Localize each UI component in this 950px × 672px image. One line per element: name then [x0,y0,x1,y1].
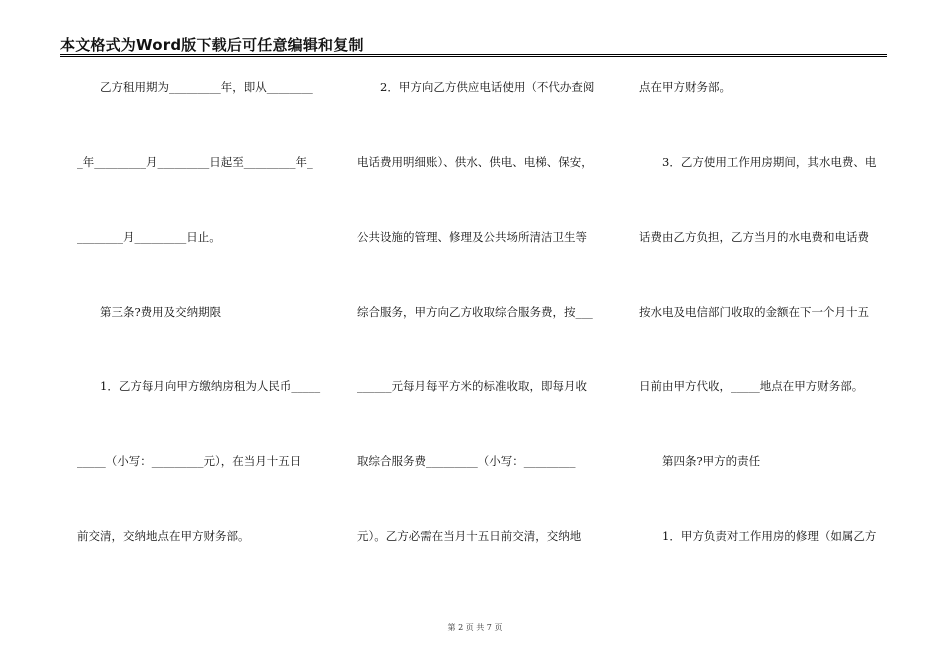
column-1-line: 乙方租用期为_________年，即从________ [77,80,313,94]
column-3-line: 日前由甲方代收，_____地点在甲方财务部。 [639,379,864,393]
page-number-footer: 第 2 页 共 7 页 [447,623,503,632]
column-1-line: ________月_________日止。 [77,230,221,244]
column-3-line: 1．甲方负责对工作用房的修理（如属乙方 [639,529,877,543]
column-2-line: 2．甲方向乙方供应电话使用（不代办查阅 [357,80,595,94]
column-2-line: 元）。乙方必需在当月十五日前交清，交纳地 [357,529,582,543]
page-header-title: 本文格式为Word版下载后可任意编辑和复制 [60,36,364,54]
column-3-line: 第四条?甲方的责任 [639,454,761,468]
column-2-line: ______元每月每平方米的标准收取，即每月收 [357,379,587,393]
column-2-line: 综合服务，甲方向乙方收取综合服务费，按___ [357,305,593,319]
column-2-line: 公共设施的管理、修理及公共场所清洁卫生等 [357,230,587,244]
column-3-line: 3．乙方使用工作用房期间，其水电费、电 [639,155,877,169]
text-column-1 [77,0,332,672]
column-1-line: 1．乙方每月向甲方缴纳房租为人民币_____ [77,379,321,393]
column-2-line: 电话费用明细账）、供水、供电、电梯、保安， [357,155,593,169]
column-3-line: 按水电及电信部门收取的金额在下一个月十五 [639,305,869,319]
column-3-line: 点在甲方财务部。 [639,80,731,94]
column-1-line: _____（小写：_________元），在当月十五日 [77,454,302,468]
column-1-line: _年_________月_________日起至_________年_ [77,155,313,169]
text-column-2 [357,0,619,672]
column-1-line: 前交清，交纳地点在甲方财务部。 [77,529,250,543]
text-column-3 [639,0,889,672]
column-1-line: 第三条?费用及交纳期限 [77,305,222,319]
column-2-line: 取综合服务费_________（小写：_________ [357,454,576,468]
column-3-line: 话费由乙方负担，乙方当月的水电费和电话费 [639,230,869,244]
